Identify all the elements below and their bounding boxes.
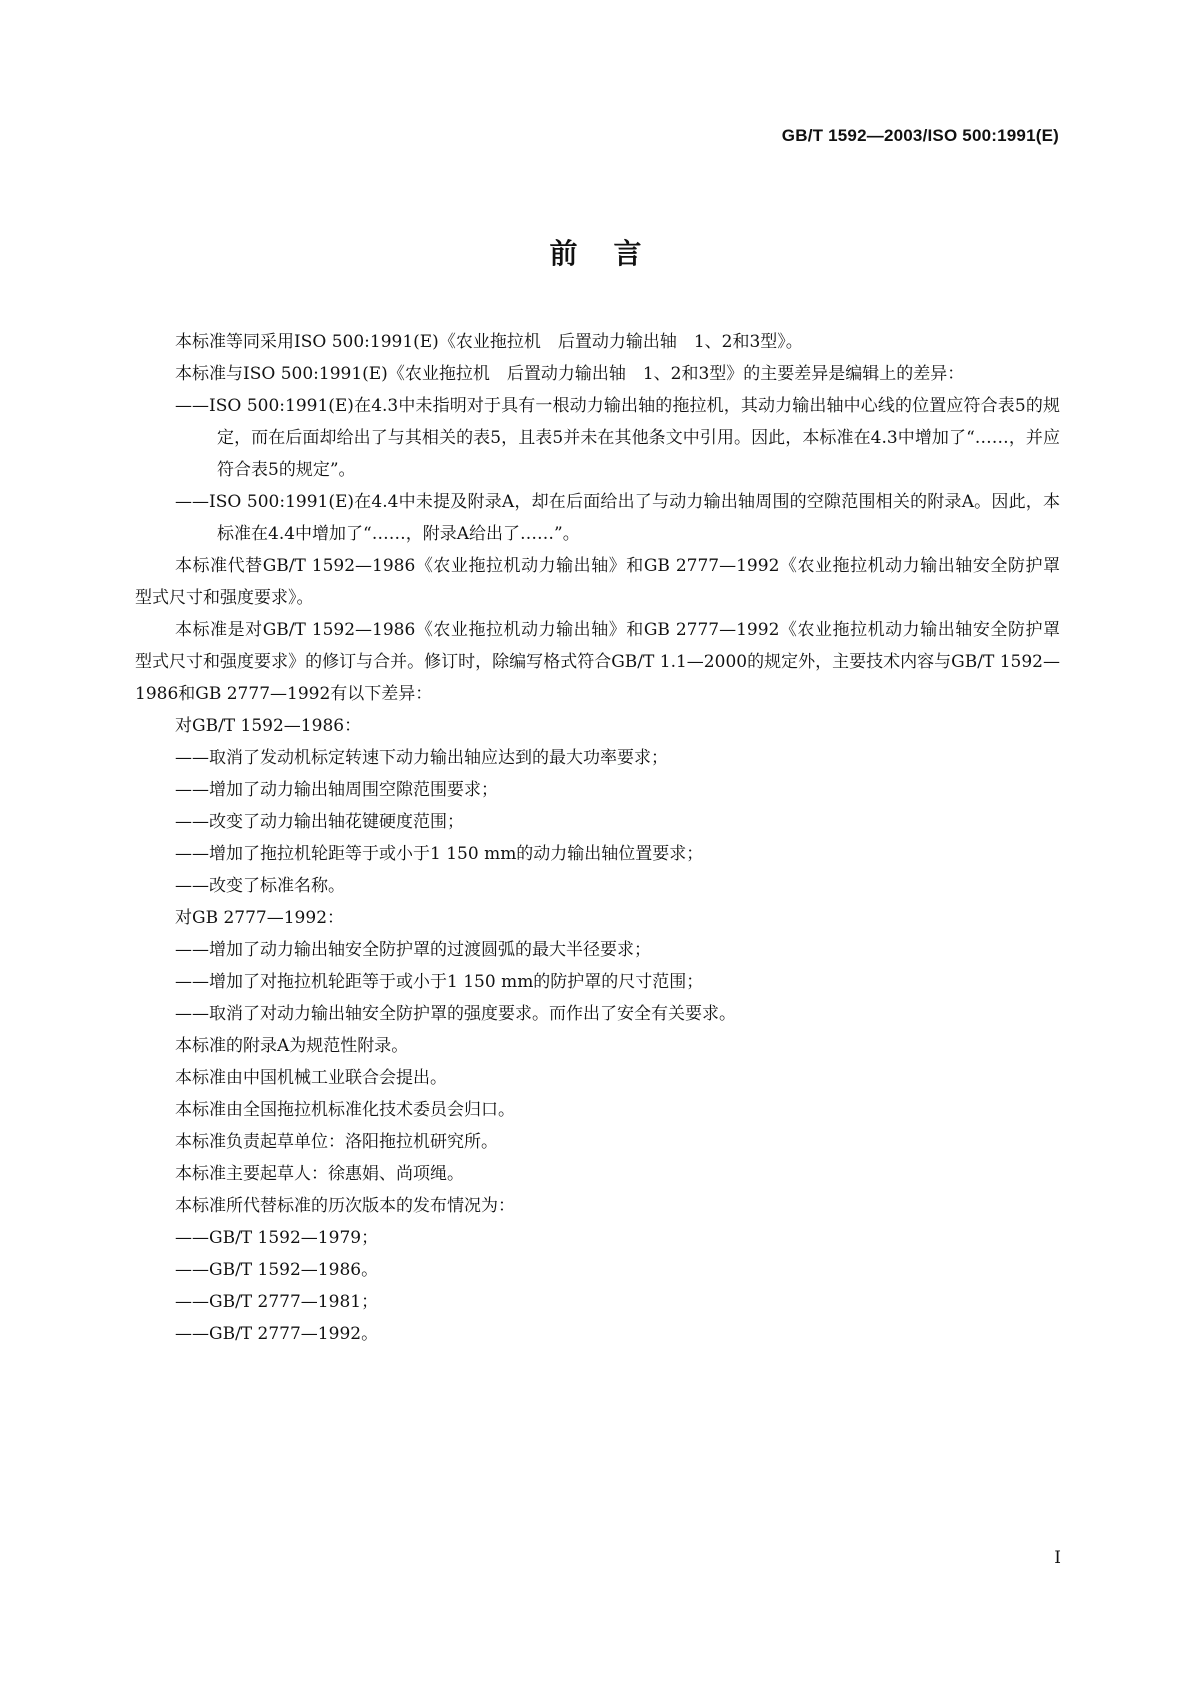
paragraph-replaces: 本标准代替GB/T 1592—1986《农业拖拉机动力输出轴》和GB 2777—1992《农业拖拉机动力输出轴安全防护罩 型式尺寸和强度要求》。 bbox=[135, 556, 1077, 608]
paragraph-drafters: 本标准主要起草人：徐惠娟、尚项绳。 bbox=[175, 1164, 464, 1184]
page-title: 前言 bbox=[549, 237, 678, 270]
paragraph-adoption: 本标准等同采用ISO 500:1991(E)《农业拖拉机 后置动力输出轴 1、2和3型》。 bbox=[175, 332, 803, 352]
foreword-body bbox=[135, 326, 1077, 1350]
paragraph-annex: 本标准的附录A为规范性附录。 bbox=[175, 1036, 409, 1056]
paragraph-revision: 本标准是对GB/T 1592—1986《农业拖拉机动力输出轴》和GB 2777—1992《农业拖拉机动力输出轴安全防护罩 型式尺寸和强度要求》的修订与合并。修订时，除编写格式符合GB/T 1.1—2000的规定外，主要技术内容与GB/T 1592—1986和GB 2777—1992有以下差异： bbox=[135, 620, 1077, 704]
list-item: ——增加了拖拉机轮距等于或小于1 150 mm的动力输出轴位置要求； bbox=[175, 844, 704, 864]
standard-id-header: GB/T 1592—2003/ISO 500:1991(E) bbox=[781, 126, 1059, 145]
paragraph-differences: 本标准与ISO 500:1991(E)《农业拖拉机 后置动力输出轴 1、2和3型》的主要差异是编辑上的差异： bbox=[175, 364, 965, 384]
list-item: ——取消了发动机标定转速下动力输出轴应达到的最大功率要求； bbox=[175, 748, 668, 768]
list-item: ——增加了对拖拉机轮距等于或小于1 150 mm的防护罩的尺寸范围； bbox=[175, 972, 704, 992]
list-item: ——ISO 500:1991(E)在4.4中未提及附录A，却在后面给出了与动力输出轴周围的空隙范围相关的附录A。因此，本标准在4.4中增加了“……，附录A给出了……”。 bbox=[175, 492, 1060, 544]
paragraph-history: 本标准所代替标准的历次版本的发布情况为： bbox=[175, 1196, 515, 1216]
list-item: ——增加了动力输出轴周围空隙范围要求； bbox=[175, 780, 498, 800]
list-item: ——GB/T 2777—1992。 bbox=[175, 1324, 379, 1344]
paragraph-proposer: 本标准由中国机械工业联合会提出。 bbox=[175, 1068, 447, 1088]
list-item: ——GB/T 1592—1979； bbox=[175, 1228, 379, 1248]
paragraph-committee: 本标准由全国拖拉机标准化技术委员会归口。 bbox=[175, 1100, 515, 1120]
list-item: ——GB/T 2777—1981； bbox=[175, 1292, 379, 1312]
page-number: I bbox=[1054, 1548, 1061, 1568]
subheading-gb2777: 对GB 2777—1992： bbox=[175, 908, 345, 928]
list-item: ——增加了动力输出轴安全防护罩的过渡圆弧的最大半径要求； bbox=[175, 940, 651, 960]
list-item: ——GB/T 1592—1986。 bbox=[175, 1260, 379, 1280]
list-item: ——改变了标准名称。 bbox=[175, 876, 345, 896]
list-item: ——ISO 500:1991(E)在4.3中未指明对于具有一根动力输出轴的拖拉机，其动力输出轴中心线的位置应符合表5的规定，而在后面却给出了与其相关的表5，且表5并未在其他条文中引用。因此，本标准在4.3中增加了“……，并应符合表5的规定”。 bbox=[175, 396, 1060, 480]
list-item: ——改变了动力输出轴花键硬度范围； bbox=[175, 812, 464, 832]
subheading-gbt1592: 对GB/T 1592—1986： bbox=[175, 716, 362, 736]
list-item: ——取消了对动力输出轴安全防护罩的强度要求。而作出了安全有关要求。 bbox=[175, 1004, 736, 1024]
paragraph-drafting-unit: 本标准负责起草单位：洛阳拖拉机研究所。 bbox=[175, 1132, 498, 1152]
